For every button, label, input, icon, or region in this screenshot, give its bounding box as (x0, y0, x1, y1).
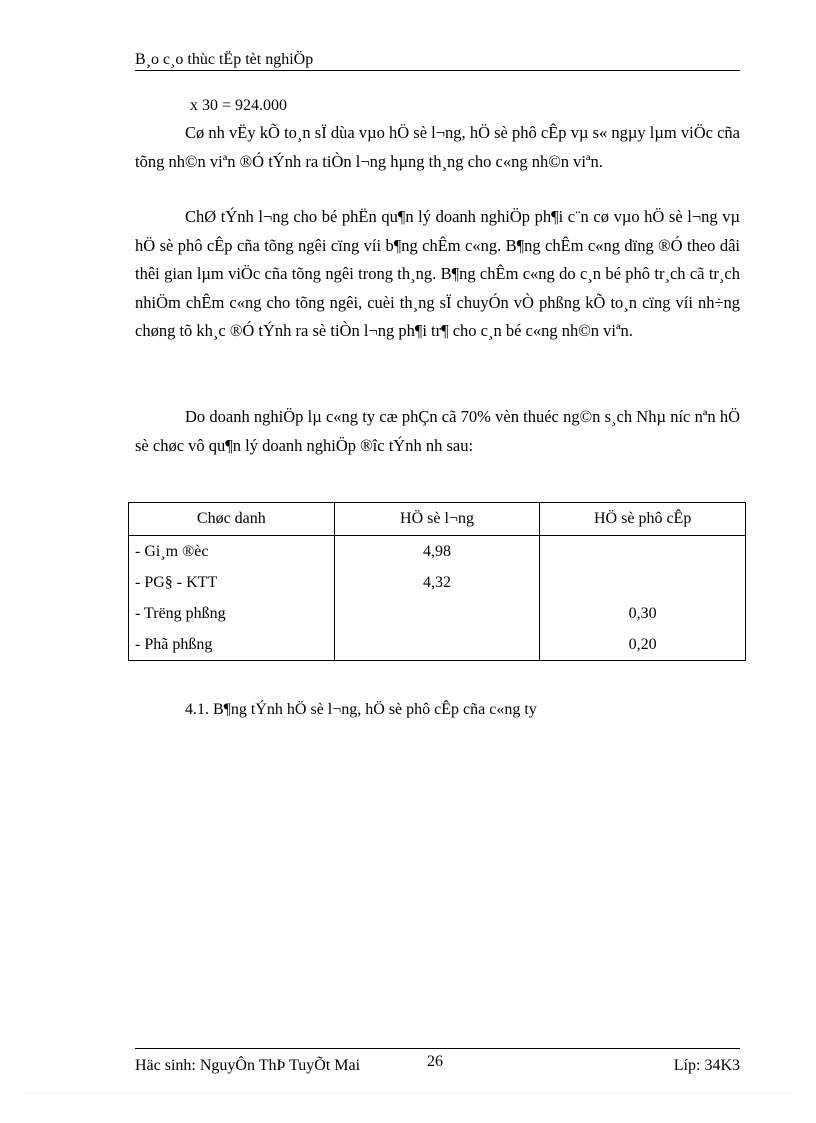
allowance-cell: 0,30 (540, 598, 746, 629)
position-cell: - Trëng phßng (129, 598, 335, 629)
footer-author: Häc sinh: NguyÔn ThÞ TuyÕt Mai (135, 1057, 361, 1074)
coefficient-table (128, 502, 746, 661)
formula-line: x 30 = 924.000 (190, 97, 288, 114)
paragraph-2 (135, 203, 740, 346)
allowance-cell: 0,20 (540, 629, 746, 661)
page-header (135, 50, 740, 71)
bottom-divider (25, 1092, 791, 1093)
salary-coefficient-cell (334, 629, 540, 661)
header-position: Chøc danh (129, 503, 335, 536)
position-cell: - Phã phßng (129, 629, 335, 661)
allowance-cell (540, 567, 746, 598)
position-cell: - PG§ - KTT (129, 567, 335, 598)
paragraph-2-text: ChØ tÝnh l¬ng cho bé phËn qu¶n lý doanh nghiÖp ph¶i c¨n cø vµo hÖ sè l¬ng vµ hÖ sè phô cÊp cña tõng ngêi cïng víi b¶ng chÊm c«ng. B¶ng chÊm c«ng dïng ®Ó theo dâi thêi gian lµm viÖc cña tõng ngêi trong th¸ng. B¶ng chÊm c«ng do c¸n bé phô tr¸ch cã tr¸ch nhiÖm chÊm c«ng cho tõng ngêi, cuèi th¸ng sÏ chuyÓn vÒ phßng kÕ to¸n cïng víi nh÷ng chøng tõ kh¸c ®Ó tÝnh ra sè tiÒn l¬ng ph¶i tr¶ cho c¸n bé c«ng nh©n viªn. (135, 207, 740, 340)
table-caption: 4.1. B¶ng tÝnh hÖ sè l¬ng, hÖ sè phô cÊp cña c«ng ty (185, 701, 537, 718)
page-number: 26 (427, 1053, 443, 1070)
page-footer (135, 1048, 740, 1079)
header-salary-coefficient: HÖ sè l¬ng (334, 503, 540, 536)
table-row (129, 598, 746, 629)
salary-coefficient-cell (334, 598, 540, 629)
table-row (129, 629, 746, 661)
header-allowance-coefficient: HÖ sè phô cÊp (540, 503, 746, 536)
allowance-cell (540, 536, 746, 568)
paragraph-3 (135, 403, 740, 460)
table-header-row (129, 503, 746, 536)
paragraph-1-text: Cø nh vËy kÕ to¸n sÏ dùa vµo hÖ sè l¬ng, hÖ sè phô cÊp vµ s« ngµy lµm viÖc cña tõng nh©n viªn ®Ó tÝnh ra tiÒn l¬ng hµng th¸ng cho c«ng nh©n viªn. (135, 123, 740, 171)
footer-class: Líp: 34K3 (673, 1057, 740, 1074)
table-row (129, 567, 746, 598)
salary-coefficient-cell: 4,32 (334, 567, 540, 598)
table-row (129, 536, 746, 568)
position-cell: - Gi¸m ®èc (129, 536, 335, 568)
salary-coefficient-cell: 4,98 (334, 536, 540, 568)
paragraph-1 (135, 119, 740, 176)
header-title: B¸o c¸o thùc tËp tèt nghiÖp (135, 51, 314, 68)
paragraph-3-text: Do doanh nghiÖp lµ c«ng ty cæ phÇn cã 70% vèn thuéc ng©n s¸ch Nhµ níc nªn hÖ sè chøc vô qu¶n lý doanh nghiÖp ®îc tÝnh nh sau: (135, 407, 740, 455)
